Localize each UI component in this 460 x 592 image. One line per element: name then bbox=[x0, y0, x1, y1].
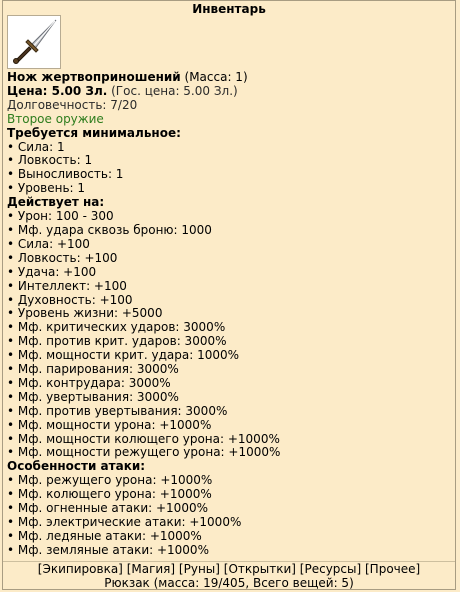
item-slot-type: Второе оружие bbox=[7, 111, 104, 126]
requirements-title: Требуется минимальное: bbox=[7, 125, 181, 140]
requirement-item: • Сила: 1 bbox=[7, 141, 451, 155]
effect-item: • Мф. увертывания: 3000% bbox=[7, 391, 451, 405]
attack-feature-item: • Мф. земляные атаки: +1000% bbox=[7, 544, 451, 558]
window-title: Инвентарь bbox=[192, 2, 266, 16]
effect-item: • Мф. критических ударов: 3000% bbox=[7, 321, 451, 335]
tab-equipment[interactable]: [Экипировка] bbox=[37, 562, 123, 576]
tab-runes[interactable]: [Руны] bbox=[178, 562, 220, 576]
effect-item: • Мф. мощности режущего урона: +1000% bbox=[7, 446, 451, 460]
tab-postcards[interactable]: [Открытки] bbox=[223, 562, 296, 576]
attack-feature-item: • Мф. ледяные атаки: +1000% bbox=[7, 530, 451, 544]
effect-item: • Мф. против крит. ударов: 3000% bbox=[7, 335, 451, 349]
requirement-item: • Выносливость: 1 bbox=[7, 168, 451, 182]
effect-item: • Уровень жизни: +5000 bbox=[7, 307, 451, 321]
effect-item: • Мф. мощности крит. удара: 1000% bbox=[7, 349, 451, 363]
item-price: Цена: 5.00 Зл. bbox=[7, 83, 108, 98]
effect-item: • Интеллект: +100 bbox=[7, 280, 451, 294]
tab-magic[interactable]: [Магия] bbox=[126, 562, 176, 576]
effect-item: • Сила: +100 bbox=[7, 238, 451, 252]
item-mass: (Масса: 1) bbox=[184, 70, 248, 84]
effect-item: • Ловкость: +100 bbox=[7, 252, 451, 266]
inventory-window bbox=[2, 0, 456, 590]
attack-features-title: Особенности атаки: bbox=[7, 459, 146, 474]
effects-title: Действует на: bbox=[7, 195, 105, 210]
attack-features-list bbox=[7, 474, 451, 557]
dagger-icon bbox=[8, 16, 60, 68]
inventory-footer bbox=[3, 561, 455, 590]
item-durability: Долговечность: 7/20 bbox=[7, 97, 138, 112]
item-image[interactable] bbox=[7, 15, 61, 69]
effect-item: • Мф. против увертывания: 3000% bbox=[7, 405, 451, 419]
tab-other[interactable]: [Прочее] bbox=[365, 562, 421, 576]
tab-resources[interactable]: [Ресурсы] bbox=[299, 562, 362, 576]
requirement-item: • Ловкость: 1 bbox=[7, 154, 451, 168]
effect-item: • Мф. мощности колющего урона: +1000% bbox=[7, 433, 451, 447]
attack-feature-item: • Мф. электрические атаки: +1000% bbox=[7, 516, 451, 530]
effect-item: • Мф. контрудара: 3000% bbox=[7, 377, 451, 391]
effect-item: • Урон: 100 - 300 bbox=[7, 210, 451, 224]
effect-item: • Мф. мощности урона: +1000% bbox=[7, 419, 451, 433]
inventory-tabs bbox=[3, 562, 455, 576]
item-name[interactable]: Нож жертвоприношений bbox=[7, 70, 181, 84]
requirements-list bbox=[7, 141, 451, 197]
item-price-row bbox=[7, 85, 451, 99]
attack-feature-item: • Мф. огненные атаки: +1000% bbox=[7, 502, 451, 516]
backpack-summary: Рюкзак (масса: 19/405, Всего вещей: 5) bbox=[104, 576, 354, 590]
attack-feature-item: • Мф. режущего урона: +1000% bbox=[7, 474, 451, 488]
requirement-item: • Уровень: 1 bbox=[7, 182, 451, 196]
effect-item: • Удача: +100 bbox=[7, 266, 451, 280]
effect-item: • Духовность: +100 bbox=[7, 294, 451, 308]
effect-item: • Мф. удара сквозь броню: 1000 bbox=[7, 224, 451, 238]
item-name-row bbox=[7, 71, 451, 85]
item-details bbox=[7, 71, 451, 558]
effect-item: • Мф. парирования: 3000% bbox=[7, 363, 451, 377]
item-gov-price: (Гос. цена: 5.00 Зл.) bbox=[111, 83, 238, 98]
attack-feature-item: • Мф. колющего урона: +1000% bbox=[7, 488, 451, 502]
effects-list bbox=[7, 210, 451, 460]
